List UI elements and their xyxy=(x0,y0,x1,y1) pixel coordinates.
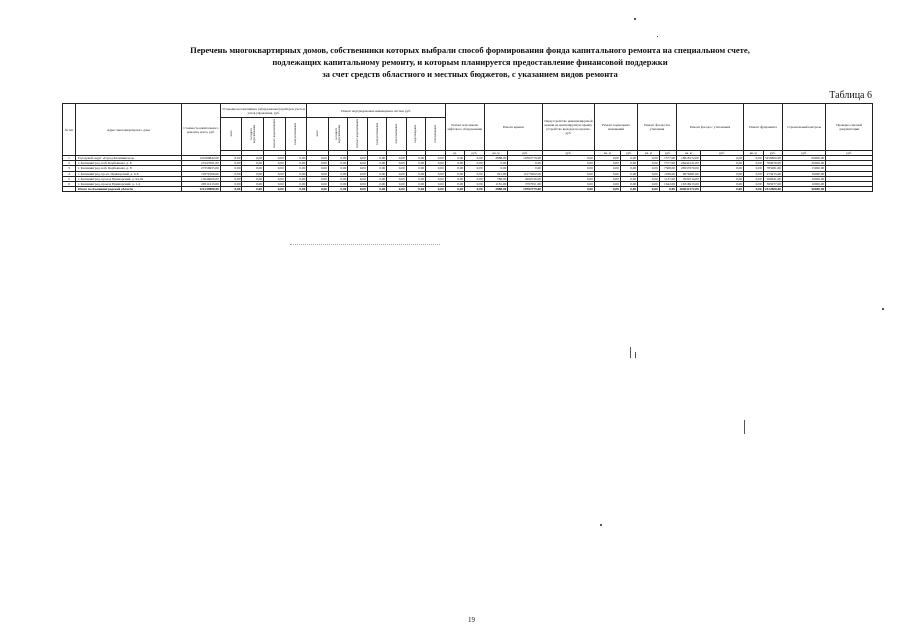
row-cell: 0,00 xyxy=(465,187,484,192)
row-cell: 27247691,00 xyxy=(181,161,220,166)
row-cell: 0,00 xyxy=(387,166,406,171)
row-cell: 0,00 xyxy=(307,182,329,187)
row-cell: 0,00 xyxy=(744,176,763,181)
row-cell: 0,00 xyxy=(387,176,406,181)
row-address: г. Калининград, наб. Карбышева, д. 6 xyxy=(75,161,181,166)
row-cell: 0,00 xyxy=(445,176,464,181)
unit-basement-rub: руб. xyxy=(620,151,637,156)
row-cell: 0,00 xyxy=(242,182,264,187)
row-cell: 18018172,00 xyxy=(677,156,701,161)
row-num: 6 xyxy=(63,182,76,187)
row-cell: 0,00 xyxy=(594,166,620,171)
row-cell: 0,00 xyxy=(542,171,594,176)
row-cell: 0,00 xyxy=(744,161,763,166)
row-cell: 0,00 xyxy=(348,161,367,166)
scan-speck xyxy=(600,524,602,526)
row-cell: 0,00 xyxy=(285,161,307,166)
unit-control-rub: руб. xyxy=(782,151,825,156)
col-design-check: Проверка сметной документации xyxy=(826,104,873,151)
row-cell: 0,00 xyxy=(465,182,484,187)
row-cell: 0,00 xyxy=(620,156,637,161)
row-cell: 0,00 xyxy=(367,182,386,187)
row-cell: 1181,00 xyxy=(484,182,508,187)
row-cell: 0,00 xyxy=(406,182,425,187)
row-cell: 0,00 xyxy=(445,161,464,166)
col-systems-drain: водоотведения xyxy=(406,118,425,151)
row-cell: 0,00 xyxy=(426,182,446,187)
row-cell: 0,00 xyxy=(220,176,242,181)
row-cell: 2888,00 xyxy=(484,156,508,161)
row-cell: 0,00 xyxy=(542,156,594,161)
row-cell: 0,00 xyxy=(220,161,242,166)
row-cell: 0,00 xyxy=(406,161,425,166)
col-facade-nonwarm: Ремонт фасада без утепления xyxy=(638,104,677,151)
row-cell: 0,00 xyxy=(328,156,347,161)
table-total-row xyxy=(63,187,873,192)
row-cell: 15000,00 xyxy=(782,166,825,171)
unit-facade-warm-rub: руб. xyxy=(700,151,743,156)
row-cell: 0,00 xyxy=(542,176,594,181)
unit-roof-rub: руб. xyxy=(508,151,543,156)
col-meters-power: электроснабжения xyxy=(285,118,307,151)
row-cell: 0,00 xyxy=(638,187,660,192)
scan-speck xyxy=(630,347,631,358)
row-cell: 120189842,00 xyxy=(181,156,220,161)
repair-table xyxy=(62,103,873,192)
row-cell: 11872506,00 xyxy=(181,171,220,176)
row-cell: 0,00 xyxy=(620,176,637,181)
row-cell: 0,00 xyxy=(242,166,264,171)
row-cell: 0,00 xyxy=(465,166,484,171)
row-cell: 0,00 xyxy=(594,161,620,166)
col-basement: Ремонт подвальных помещений xyxy=(594,104,637,151)
row-cell: 7377,00 xyxy=(659,161,676,166)
row-cell: 0,00 xyxy=(387,171,406,176)
row-cell: 10000,00 xyxy=(782,182,825,187)
row-cell: 0,00 xyxy=(285,171,307,176)
row-cell: 0,00 xyxy=(242,171,264,176)
row-cell: 0,00 xyxy=(638,161,660,166)
table-body xyxy=(63,156,873,192)
row-num xyxy=(63,187,76,192)
row-cell: 104032172,00 xyxy=(677,187,701,192)
row-cell: 0,00 xyxy=(220,166,242,171)
row-cell: 0,00 xyxy=(264,187,286,192)
unit-foundation-rub: руб. xyxy=(763,151,782,156)
unit-facade-nonwarm-rub: руб. xyxy=(659,151,676,156)
document-title xyxy=(60,44,880,80)
row-cell: 0,00 xyxy=(348,171,367,176)
col-group-meters: Установка коллективных (общедомовых) приборов учета и узлов управления, руб. xyxy=(220,104,306,118)
row-cell: 0,00 xyxy=(700,166,743,171)
row-address: Итого по Калининградской области xyxy=(75,187,181,192)
row-cell: 7629714,00 xyxy=(677,176,701,181)
row-cell: 27356955,00 xyxy=(181,166,220,171)
row-cell xyxy=(826,187,873,192)
row-cell: 0,00 xyxy=(367,166,386,171)
row-cell: 0,00 xyxy=(328,161,347,166)
row-cell: 0,00 xyxy=(426,166,446,171)
row-cell: 0,00 xyxy=(426,187,446,192)
row-cell: 0,00 xyxy=(638,156,660,161)
row-cell: 0,00 xyxy=(445,156,464,161)
col-roof: Ремонт крыши xyxy=(484,104,542,151)
row-cell: 0,00 xyxy=(264,171,286,176)
row-cell: 0,00 xyxy=(594,156,620,161)
row-cell: 4020726,00 xyxy=(508,176,543,181)
row-cell: 0,00 xyxy=(744,187,763,192)
col-foundation: Ремонт фундамента xyxy=(744,104,783,151)
row-address: г. Калининград, проезд Приморский, д. 94-92 xyxy=(75,176,181,181)
scan-speck xyxy=(882,308,884,310)
row-cell: 0,00 xyxy=(508,166,543,171)
col-elevator: Ремонт или замена лифтового оборудования xyxy=(445,104,484,151)
col-systems-power: электроснабжения xyxy=(367,118,386,151)
row-cell: 19392779,00 xyxy=(508,187,543,192)
row-cell: 0,00 xyxy=(659,187,676,192)
row-cell: 2512800,00 xyxy=(764,187,781,192)
row-cell: 0,00 xyxy=(307,171,329,176)
row-cell: 1642,00 xyxy=(659,182,676,187)
row-address: г. Калининград, проезд Приморский, д. 1-4 xyxy=(75,182,181,187)
row-cell: 0,00 xyxy=(307,176,329,181)
row-cell: 20000,00 xyxy=(782,161,825,166)
row-cell: 0,00 xyxy=(426,171,446,176)
row-cell: 0,00 xyxy=(620,182,637,187)
row-cell: 0,00 xyxy=(328,166,347,171)
row-cell: 0,00 xyxy=(285,176,307,181)
row-cell: 0,00 xyxy=(264,161,286,166)
row-cell: 0,00 xyxy=(367,161,386,166)
footnote-separator xyxy=(290,244,440,245)
row-cell: 0,00 xyxy=(242,156,264,161)
row-cell: 0,00 xyxy=(542,187,594,192)
page-number: 19 xyxy=(468,616,475,624)
row-cell: 0,00 xyxy=(484,166,508,171)
row-cell: 0,00 xyxy=(700,171,743,176)
row-cell: 1137,00 xyxy=(659,176,676,181)
row-num: 3 xyxy=(63,166,76,171)
unit-facade-warm-area: кв. м xyxy=(677,151,701,156)
row-cell: 0,00 xyxy=(406,171,425,176)
unit-design-rub: руб. xyxy=(826,151,873,156)
row-cell: 0,00 xyxy=(348,166,367,171)
row-cell: 0,00 xyxy=(348,187,367,192)
row-cell: 0,00 xyxy=(328,171,347,176)
row-address: г. Калининград, пр-кт. Приморский, д. 6-8 xyxy=(75,171,181,176)
row-cell: 783281,00 xyxy=(763,166,782,171)
row-cell: 0,00 xyxy=(307,156,329,161)
row-cell: 60000,00 xyxy=(782,187,825,192)
title-line-3: за счет средств областного и местных бюджетов, с указанием видов ремонта xyxy=(322,69,618,79)
row-cell: 0,00 xyxy=(406,156,425,161)
row-cell: 20511413,00 xyxy=(181,182,220,187)
row-cell: 0,00 xyxy=(508,161,543,166)
col-group-systems: Ремонт внутридомовых инженерных систем, руб. xyxy=(307,104,445,118)
row-cell: 0,00 xyxy=(285,182,307,187)
row-cell: 0,00 xyxy=(638,182,660,187)
scan-speck xyxy=(634,18,636,20)
scan-speck xyxy=(635,352,636,358)
row-cell: 0,00 xyxy=(426,176,446,181)
row-num: 1 xyxy=(63,156,76,161)
row-cell: 0,00 xyxy=(620,187,637,192)
row-cell: 0,00 xyxy=(638,171,660,176)
row-cell: 0,00 xyxy=(242,161,264,166)
row-cell: 273415,00 xyxy=(763,171,782,176)
row-cell: 0,00 xyxy=(594,176,620,181)
row-cell: 0,00 xyxy=(445,187,464,192)
col-meters-cold: холодного водоснабжения xyxy=(242,118,264,151)
col-num: № п/п xyxy=(63,104,76,156)
row-cell: 26444141,00 xyxy=(677,161,701,166)
row-cell: 1189,00 xyxy=(659,171,676,176)
col-facade-warm: Ремонт фасада с утеплением xyxy=(677,104,744,151)
unit-roof-area: кв. м xyxy=(484,151,508,156)
row-cell: 0,00 xyxy=(406,187,425,192)
row-cell: 0,00 xyxy=(264,182,286,187)
unit-roof-reform-rub: руб. xyxy=(542,151,594,156)
row-cell: 0,00 xyxy=(220,182,242,187)
row-cell: 0,00 xyxy=(638,166,660,171)
row-cell: 0,00 xyxy=(220,156,242,161)
row-cell: 7368,00 xyxy=(659,166,676,171)
unit-elevator-count: ед. xyxy=(445,151,464,156)
row-cell: 9676481,00 xyxy=(677,171,701,176)
row-cell: 16316915,00 xyxy=(677,182,701,187)
row-cell: 0,00 xyxy=(484,161,508,166)
row-cell: 0,00 xyxy=(744,171,763,176)
row-cell: 0,00 xyxy=(542,166,594,171)
row-cell: 0,00 xyxy=(328,182,347,187)
row-cell: 26557670,00 xyxy=(677,166,701,171)
row-cell: 0,00 xyxy=(307,166,329,171)
row-cell: 0,00 xyxy=(700,161,743,166)
col-address: Адрес многоквартирного дома xyxy=(75,104,181,156)
row-cell: 0,00 xyxy=(264,166,286,171)
col-meters-hot: горячего водоснабжения xyxy=(264,118,286,151)
scan-speck xyxy=(744,420,745,434)
row-cell: 786,00 xyxy=(484,176,508,181)
row-cell: 0,00 xyxy=(445,171,464,176)
row-cell: 0,00 xyxy=(387,156,406,161)
row-cell: 0,00 xyxy=(700,176,743,181)
row-cell: 0,00 xyxy=(744,156,763,161)
row-cell: 0,00 xyxy=(445,166,464,171)
row-cell: 0,00 xyxy=(242,187,264,192)
unit-basement-area: кв. м xyxy=(594,151,620,156)
row-cell: 0,00 xyxy=(220,171,242,176)
row-cell: 121239880,00 xyxy=(181,187,220,192)
row-cell: 19392779,00 xyxy=(508,156,543,161)
row-cell: 784070,00 xyxy=(763,161,782,166)
row-cell: 269941,00 xyxy=(763,176,782,181)
row-num: 4 xyxy=(63,171,76,176)
col-systems-hot: горячего водоснабжения xyxy=(348,118,367,151)
col-systems-heat: теплоснабжения xyxy=(387,118,406,151)
row-cell: 0,00 xyxy=(620,161,637,166)
row-cell: 0,00 xyxy=(744,182,763,187)
title-line-1: Перечень многоквартирных домов, собственники которых выбрали способ формирования фонда капитального ремонта на специальном счете, xyxy=(190,45,750,55)
row-cell: 0,00 xyxy=(465,156,484,161)
row-cell: 0,00 xyxy=(367,176,386,181)
row-cell: 0,00 xyxy=(367,171,386,176)
unit-elevator-rub: руб. xyxy=(465,151,484,156)
row-cell: 0,00 xyxy=(367,187,386,192)
row-cell: 0,00 xyxy=(700,187,743,192)
row-cell: 0,00 xyxy=(744,166,763,171)
table-caption: Таблица 6 xyxy=(829,90,872,101)
row-cell: 0,00 xyxy=(307,187,329,192)
row-cell: 0,00 xyxy=(594,187,620,192)
scan-speck xyxy=(657,36,658,37)
row-address: Городской округ «Город Калининград» xyxy=(75,156,181,161)
row-cell: 395077,00 xyxy=(763,182,782,187)
row-cell: 0,00 xyxy=(387,187,406,192)
row-cell: 0,00 xyxy=(285,166,307,171)
row-cell: 0,00 xyxy=(307,161,329,166)
row-cell: 0,00 xyxy=(328,187,347,192)
col-construction-control: Строительный контроль xyxy=(782,104,825,151)
row-cell: 69000,00 xyxy=(782,156,825,161)
row-cell: 11575002,00 xyxy=(508,171,543,176)
row-cell: 0,00 xyxy=(348,156,367,161)
row-cell: 0,00 xyxy=(700,156,743,161)
row-cell: 10000,00 xyxy=(782,171,825,176)
row-cell: 10000,00 xyxy=(782,176,825,181)
row-cell: 0,00 xyxy=(387,161,406,166)
row-cell: 0,00 xyxy=(348,182,367,187)
row-cell: 921,00 xyxy=(484,171,508,176)
row-cell: 0,00 xyxy=(406,166,425,171)
col-systems-gas: газоснабжения xyxy=(426,118,446,151)
unit-foundation-area: кв. м xyxy=(744,151,763,156)
col-meters-total: всего xyxy=(220,118,242,151)
row-num: 2 xyxy=(63,161,76,166)
row-cell: 0,00 xyxy=(620,171,637,176)
row-cell: 0,00 xyxy=(406,176,425,181)
row-cell: 0,00 xyxy=(465,171,484,176)
row-cell: 13946006,00 xyxy=(181,176,220,181)
row-cell: 2888,00 xyxy=(484,187,508,192)
row-cell: 0,00 xyxy=(242,176,264,181)
col-cost: Стоимость капитального ремонта, всего, руб. xyxy=(181,104,220,156)
row-cell: 0,00 xyxy=(348,176,367,181)
row-cell: 0,00 xyxy=(285,187,307,192)
row-cell: 0,00 xyxy=(367,156,386,161)
row-cell: 0,00 xyxy=(620,166,637,171)
unit-facade-nonwarm-area: кв. м xyxy=(638,151,660,156)
row-num: 5 xyxy=(63,176,76,181)
row-cell: 0,00 xyxy=(594,182,620,187)
row-cell: 0,00 xyxy=(700,182,743,187)
row-cell: 0,00 xyxy=(542,182,594,187)
row-cell: 0,00 xyxy=(264,156,286,161)
row-cell: 0,00 xyxy=(220,187,242,192)
row-cell: 3450800,00 xyxy=(764,156,781,160)
row-cell: 0,00 xyxy=(445,182,464,187)
row-cell: 0,00 xyxy=(387,182,406,187)
row-cell: 0,00 xyxy=(465,161,484,166)
row-cell: 7377,00 xyxy=(659,156,676,161)
row-cell: 0,00 xyxy=(285,156,307,161)
row-cell: 0,00 xyxy=(426,156,446,161)
row-cell: 0,00 xyxy=(638,176,660,181)
col-systems-total: всего xyxy=(307,118,329,151)
col-systems-cold: холодного водоснабжения xyxy=(328,118,347,151)
col-roof-reform: Переустройство невентилируемой крыши на вентилируемую крышу, устройство выходов на кровлю, руб. xyxy=(542,104,594,151)
row-cell: 0,00 xyxy=(264,176,286,181)
row-cell: 3797051,00 xyxy=(508,182,543,187)
row-cell: 0,00 xyxy=(426,161,446,166)
row-cell: 0,00 xyxy=(328,176,347,181)
row-address: г. Калининград, наб. Карбышева, д. 8 xyxy=(75,166,181,171)
title-line-2: подлежащих капитальному ремонту, и которым планируется предоставление финансовой поддержки xyxy=(272,57,668,67)
row-cell: 0,00 xyxy=(465,176,484,181)
row-cell: 0,00 xyxy=(594,171,620,176)
row-cell: 0,00 xyxy=(542,161,594,166)
